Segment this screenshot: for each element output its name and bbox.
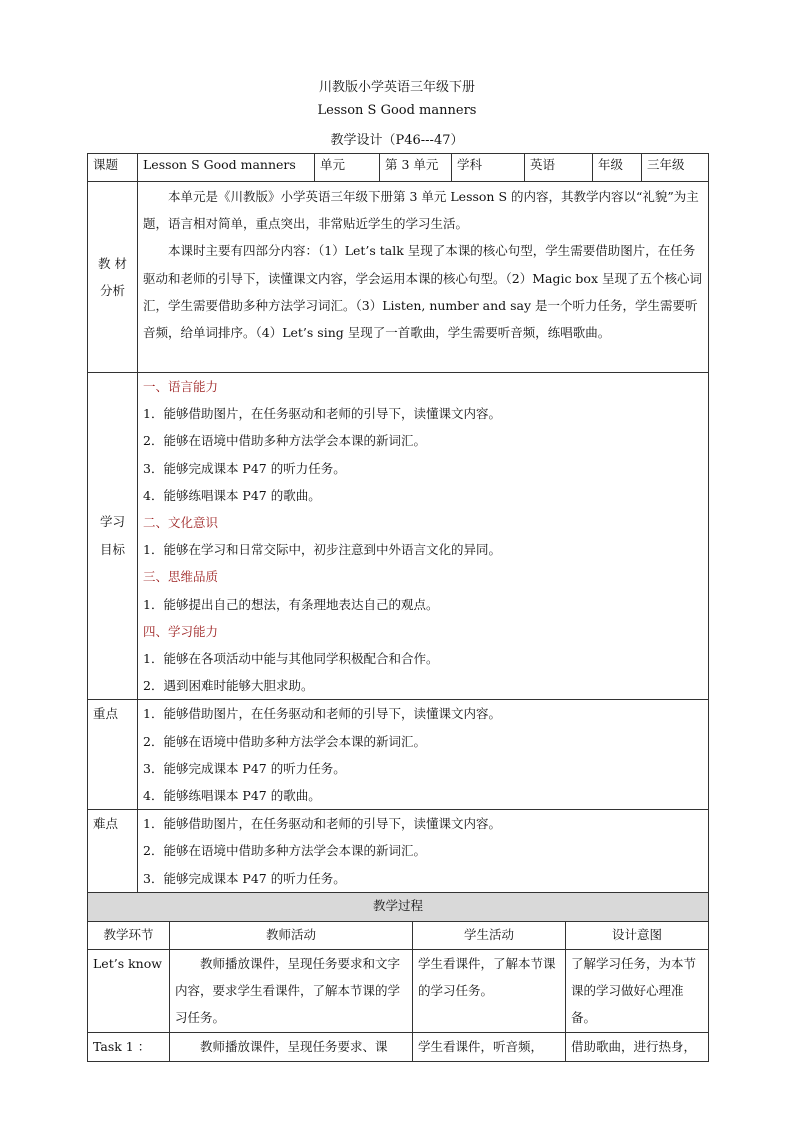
doc-title-line1: 川教版小学英语三年级下册 bbox=[318, 80, 475, 95]
objectives-label-line1: 学习 bbox=[99, 514, 125, 530]
process-intent: 借助歌曲，进行热身， bbox=[566, 1032, 709, 1061]
doc-title-line3: 教学设计（P46---47） bbox=[330, 133, 464, 148]
process-title-row bbox=[88, 893, 709, 922]
key-point-item: 1．能够借助图片，在任务驱动和老师的引导下，读懂课文内容。 bbox=[143, 706, 501, 722]
objective-item: 1．能够借助图片，在任务驱动和老师的引导下，读懂课文内容。 bbox=[143, 406, 501, 422]
col-header-intent: 设计意图 bbox=[566, 922, 709, 950]
grade-label: 年级 bbox=[593, 154, 642, 182]
process-table bbox=[87, 892, 709, 1062]
analysis-label-line1: 教 材 bbox=[98, 256, 127, 271]
key-points-row bbox=[88, 700, 709, 810]
process-step: Task 1 ： bbox=[88, 1032, 170, 1061]
objective-heading-4: 四、学习能力 bbox=[143, 623, 219, 639]
difficulty-item: 2．能够在语境中借助多种方法学会本课的新词汇。 bbox=[143, 843, 426, 859]
col-header-step: 教学环节 bbox=[88, 922, 170, 950]
process-title: 教学过程 bbox=[88, 893, 709, 922]
process-row bbox=[88, 1032, 709, 1061]
analysis-content bbox=[138, 182, 709, 373]
objective-item: 1．能够提出自己的想法，有条理地表达自己的观点。 bbox=[143, 596, 439, 612]
key-point-item: 4．能够练唱课本 P47 的歌曲。 bbox=[143, 788, 321, 804]
process-intent: 了解学习任务，为本节课的学习做好心理准备。 bbox=[566, 950, 709, 1033]
lesson-info-table bbox=[87, 153, 709, 893]
col-header-teacher: 教师活动 bbox=[170, 922, 413, 950]
process-student: 学生看课件，了解本节课的学习任务。 bbox=[413, 950, 566, 1033]
process-student: 学生看课件，听音频， bbox=[413, 1032, 566, 1061]
objective-heading-1: 一、语言能力 bbox=[143, 379, 219, 394]
objective-heading-3: 三、思维品质 bbox=[143, 569, 219, 585]
info-row bbox=[88, 154, 709, 182]
unit-value: 第 3 单元 bbox=[380, 154, 452, 182]
topic-label: 课题 bbox=[88, 154, 138, 182]
objectives-label-line2: 目标 bbox=[99, 542, 125, 558]
objective-item: 4．能够练唱课本 P47 的歌曲。 bbox=[143, 487, 321, 503]
objective-heading-2: 二、文化意识 bbox=[143, 515, 219, 531]
key-point-item: 3．能够完成课本 P47 的听力任务。 bbox=[143, 760, 346, 776]
difficulty-item: 3．能够完成课本 P47 的听力任务。 bbox=[143, 870, 346, 886]
topic-value: Lesson S Good manners bbox=[138, 154, 315, 182]
key-point-item: 2．能够在语境中借助多种方法学会本课的新词汇。 bbox=[143, 733, 426, 749]
analysis-label bbox=[88, 182, 138, 373]
unit-label: 单元 bbox=[315, 154, 380, 182]
analysis-para2: 本课时主要有四部分内容：（1）Let’s talk 呈现了本课的核心句型，学生需要借助图片，在任务驱动和老师的引导下，读懂课文内容，学会运用本课的核心句型。（2）Magic box 呈现了五个核心词汇，学生需要借助多种方法学习词汇。（3）Listen, number and say 是一个听力任务，学生需要听音频，给单词排序。（4）Let’s sing 呈现了一首歌曲，学生需要听音频，练唱歌曲。 bbox=[143, 243, 702, 341]
doc-title-line2: Lesson S Good manners bbox=[317, 103, 477, 118]
objective-item: 1．能够在各项活动中能与其他同学积极配合和合作。 bbox=[143, 651, 439, 667]
difficulties-content bbox=[138, 810, 709, 893]
objectives-row bbox=[88, 373, 709, 700]
analysis-row bbox=[88, 182, 709, 373]
difficulties-label: 难点 bbox=[88, 810, 138, 893]
process-step: Let’s know bbox=[88, 950, 170, 1033]
objective-item: 2．遇到困难时能够大胆求助。 bbox=[143, 678, 314, 694]
objective-item: 3．能够完成课本 P47 的听力任务。 bbox=[143, 460, 346, 476]
objectives-label bbox=[88, 373, 138, 700]
key-points-content bbox=[138, 700, 709, 810]
subject-value: 英语 bbox=[525, 154, 593, 182]
objectives-content bbox=[138, 373, 709, 700]
process-row bbox=[88, 950, 709, 1033]
difficulty-item: 1．能够借助图片，在任务驱动和老师的引导下，读懂课文内容。 bbox=[143, 816, 501, 832]
col-header-student: 学生活动 bbox=[413, 922, 566, 950]
objective-item: 2．能够在语境中借助多种方法学会本课的新词汇。 bbox=[143, 433, 426, 449]
process-teacher: 教师播放课件，呈现任务要求、课 bbox=[170, 1032, 413, 1061]
difficulties-row bbox=[88, 810, 709, 893]
key-points-label: 重点 bbox=[88, 700, 138, 810]
process-header-row bbox=[88, 922, 709, 950]
subject-label: 学科 bbox=[452, 154, 525, 182]
process-teacher: 教师播放课件，呈现任务要求和文字内容，要求学生看课件，了解本节课的学习任务。 bbox=[170, 950, 413, 1033]
grade-value: 三年级 bbox=[642, 154, 709, 182]
analysis-para1: 本单元是《川教版》小学英语三年级下册第 3 单元 Lesson S 的内容，其教学内容以“礼貌”为主题，语言相对简单，重点突出，非常贴近学生的学习生活。 bbox=[143, 189, 699, 232]
analysis-label-line2: 分析 bbox=[99, 283, 125, 298]
objective-item: 1．能够在学习和日常交际中，初步注意到中外语言文化的异同。 bbox=[143, 542, 501, 558]
